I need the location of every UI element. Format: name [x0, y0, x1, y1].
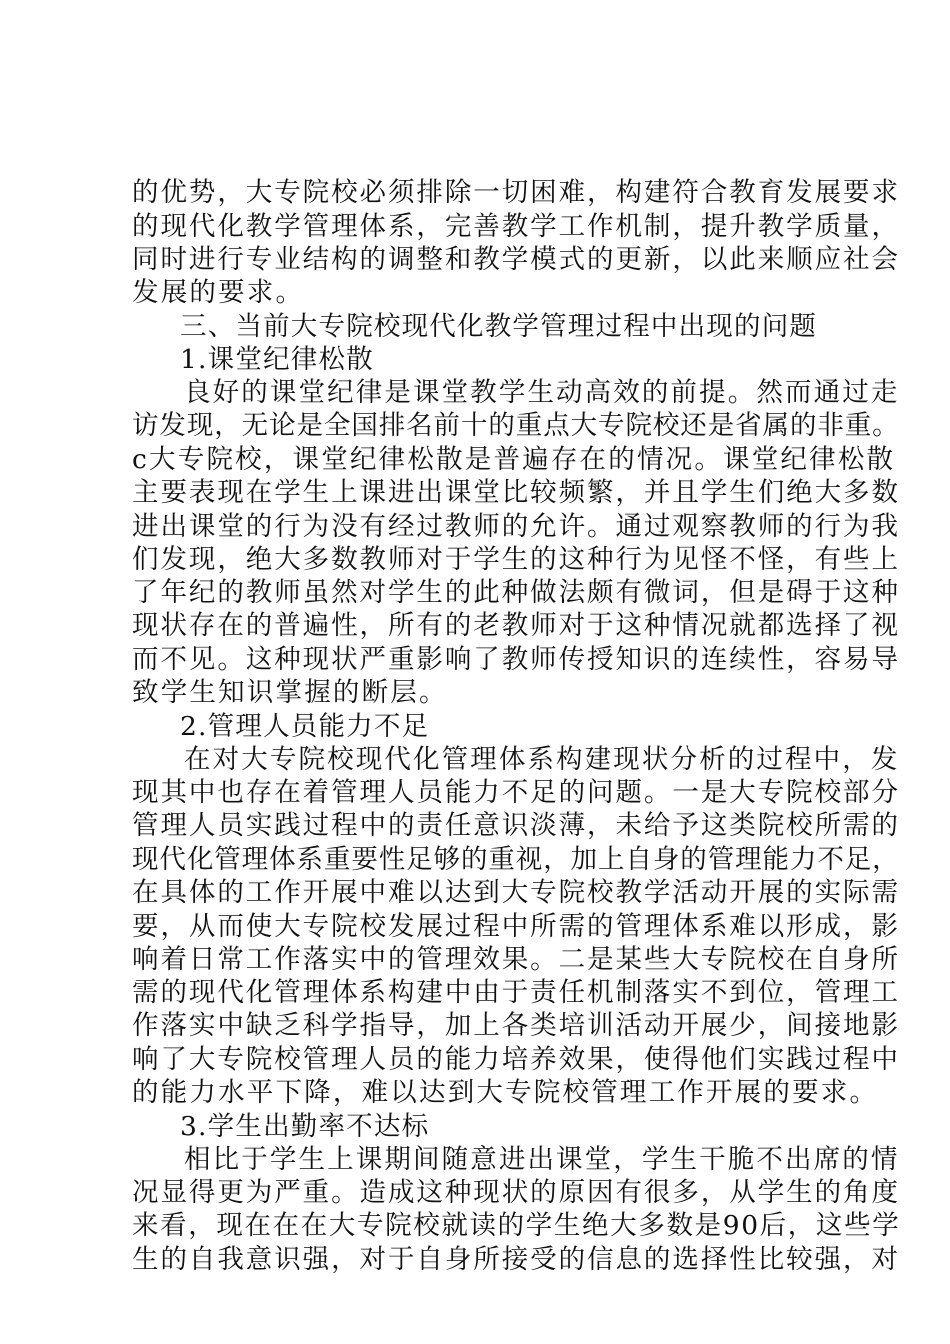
body-text-line: 现其中也存在着管理人员能力不足的问题。一是大专院校部分: [132, 777, 900, 808]
body-text-line: 的现代化教学管理体系，完善教学工作机制，提升教学质量，: [132, 211, 900, 242]
subsection-heading: 3.学生出勤率不达标: [180, 1111, 430, 1142]
body-text-line: 生的自我意识强，对于自身所接受的信息的选择性比较强，对: [132, 1244, 900, 1275]
body-text-line: 在具体的工作开展中难以达到大专院校教学活动开展的实际需: [132, 877, 900, 908]
body-text-line: 需的现代化管理体系构建中由于责任机制落实不到位，管理工: [132, 977, 900, 1008]
body-text-line: 访发现，无论是全国排名前十的重点大专院校还是省属的非重。: [132, 410, 900, 441]
body-text-line: 了年纪的教师虽然对学生的此种做法颇有微词，但是碍于这种: [132, 577, 900, 608]
body-text-line: 发展的要求。: [132, 277, 305, 308]
body-text-line: 在对大专院校现代化管理体系构建现状分析的过程中，发: [184, 744, 900, 775]
body-text-line: 况显得更为严重。造成这种现状的原因有很多，从学生的角度: [132, 1177, 900, 1208]
body-text-line: 管理人员实践过程中的责任意识淡薄，未给予这类院校所需的: [132, 810, 900, 841]
body-text-line: 要，从而使大专院校发展过程中所需的管理体系难以形成，影: [132, 911, 900, 942]
body-text-line: 作落实中缺乏科学指导，加上各类培训活动开展少，间接地影: [132, 1010, 900, 1041]
body-text-line: 响着日常工作落实中的管理效果。二是某些大专院校在自身所: [132, 944, 900, 975]
body-text-line: 的能力水平下降，难以达到大专院校管理工作开展的要求。: [132, 1077, 879, 1108]
body-text-line: 主要表现在学生上课进出课堂比较频繁，并且学生们绝大多数: [132, 477, 900, 508]
body-text-line: 同时进行专业结构的调整和教学模式的更新，以此来顺应社会: [132, 244, 900, 275]
body-text-line: 现状存在的普遍性，所有的老教师对于这种情况就都选择了视: [132, 610, 900, 641]
body-text-line: 良好的课堂纪律是课堂教学生动高效的前提。然而通过走: [184, 377, 900, 408]
body-text-line: 们发现，绝大多数教师对于学生的这种行为见怪不怪，有些上: [132, 544, 900, 575]
subsection-heading: 1.课堂纪律松散: [180, 344, 374, 375]
body-text-line: 响了大专院校管理人员的能力培养效果，使得他们实践过程中: [132, 1044, 900, 1075]
body-text-line: 的优势，大专院校必须排除一切困难，构建符合教育发展要求: [132, 177, 900, 208]
body-text-line: 现代化管理体系重要性足够的重视，加上自身的管理能力不足，: [132, 844, 900, 875]
body-text-line: c大专院校，课堂纪律松散是普遍存在的情况。课堂纪律松散: [132, 444, 896, 475]
body-text-line: 来看，现在在在大专院校就读的学生绝大多数是90后，这些学: [132, 1210, 901, 1241]
body-text-line: 相比于学生上课期间随意进出课堂，学生干脆不出席的情: [184, 1144, 900, 1175]
section-heading: 三、当前大专院校现代化教学管理过程中出现的问题: [180, 311, 818, 342]
subsection-heading: 2.管理人员能力不足: [180, 711, 430, 742]
body-text-line: 致学生知识掌握的断层。: [132, 677, 448, 708]
body-text-line: 进出课堂的行为没有经过教师的允许。通过观察教师的行为我: [132, 511, 900, 542]
body-text-line: 而不见。这种现状严重影响了教师传授知识的连续性，容易导: [132, 644, 900, 675]
